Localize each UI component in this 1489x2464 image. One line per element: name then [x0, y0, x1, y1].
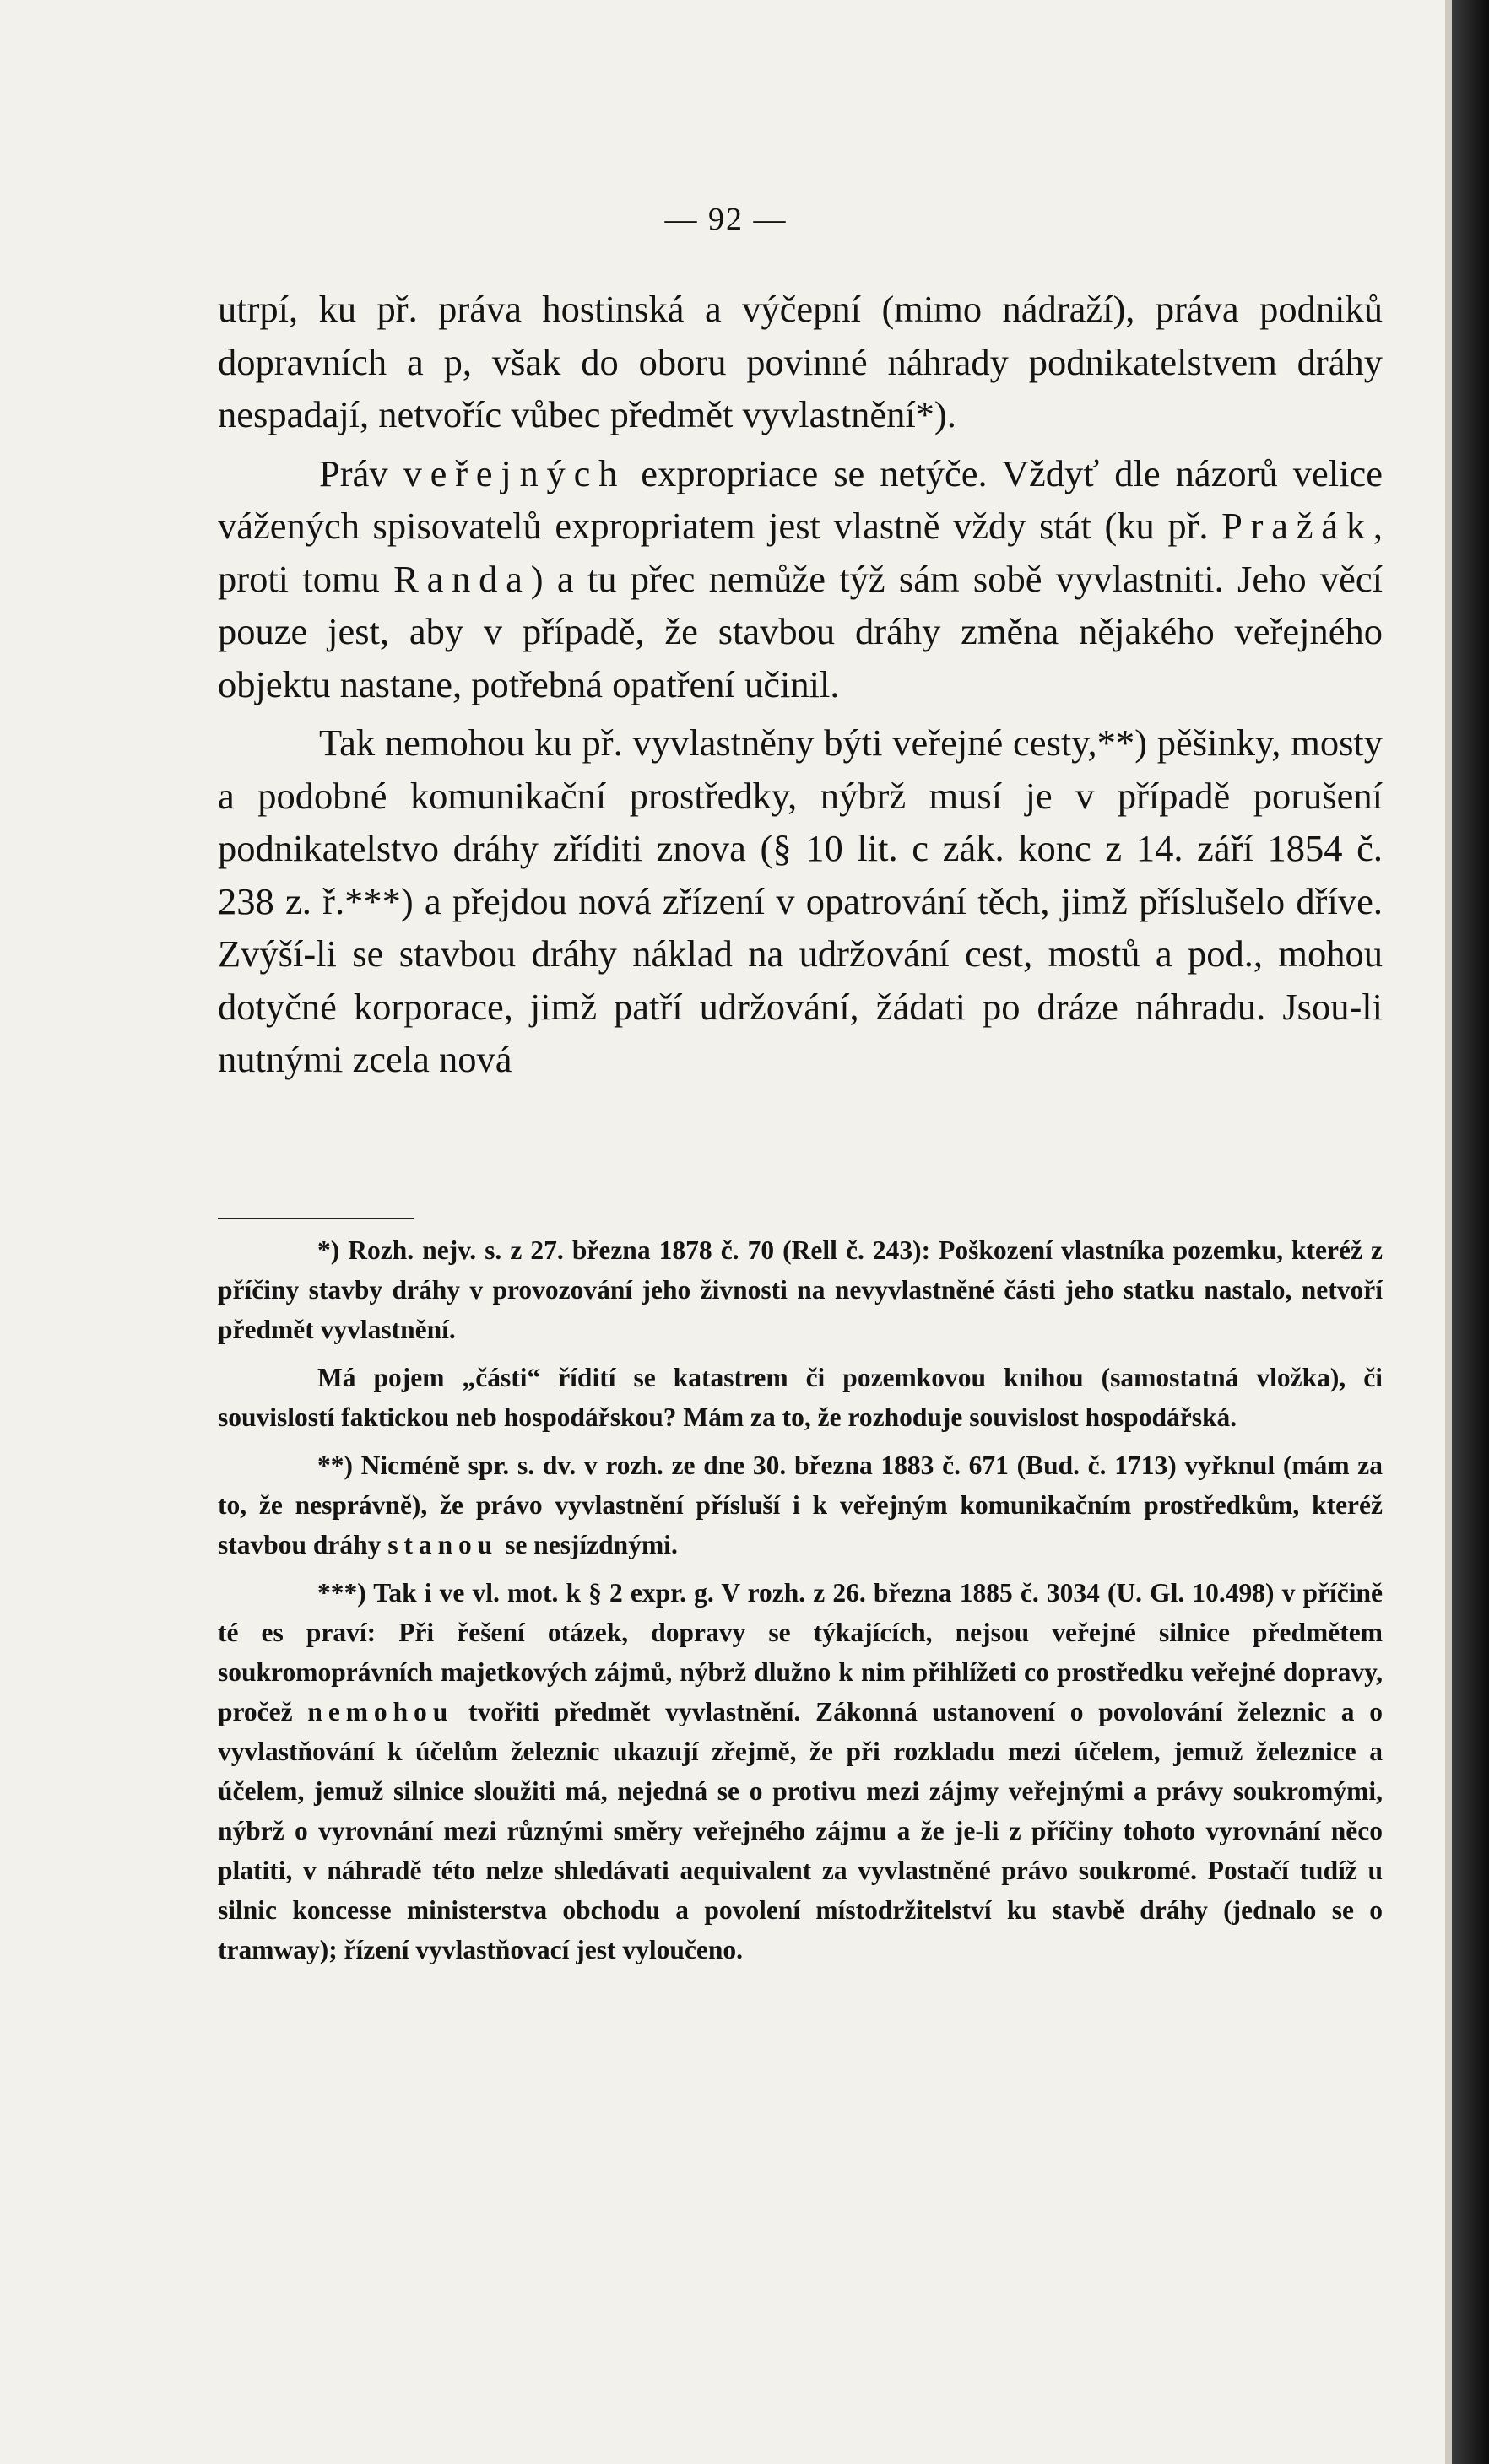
paragraph-3: Tak nemohou ku př. vyvlastněny býti veřejné cesty,**) pěšinky, mosty a podobné komunikační prostředky, nýbrž musí je v případě porušení podnikatelstvo dráhy zříditi znova (§ 10 lit. c zák. konc z 14. září 1854 č. 238 z. ř.***) a přejdou nová zřízení v opatrování těch, jimž příslušelo dříve. Zvýší-li se stavbou dráhy náklad na udržování cest, mostů a pod., mohou dotyčné korporace, jimž patří udržování, žádati po dráze náhradu. Jsou-li nutnými zcela nová	[218, 721, 1383, 1080]
page-number: — 92 —	[664, 202, 788, 237]
text-run: ) a tu přec nemůže týž sám sobě vyvlastniti. Jeho věcí pouze jest, aby v případě, že stavbou dráhy změna nějakého veřejného objektu nastane, potřebná opatření učinil.	[218, 557, 1383, 705]
main-text	[218, 283, 1383, 1086]
text-run: **) Nicméně spr. s. dv. v rozh. ze dne 30. března 1883 č. 671 (Bud. č. 1713) vyřknul (mám za to, že nesprávně), že právo vyvlastnění přísluší i k veřejným komunikačním prostředkům, kteréž stavbou dráhy	[218, 1451, 1383, 1559]
footnote-1-continuation: Má pojem „části“ řídití se katastrem či pozemkovou knihou (samostatná vložka), či souvislostí faktickou neb hospodářskou? Mám za to, že rozhoduje souvislost hospodářská.	[218, 1363, 1383, 1432]
spaced-name-prazak: Pražák	[1221, 505, 1373, 547]
spaced-emphasis: nemohou	[307, 1697, 454, 1726]
paragraph-2	[218, 447, 1383, 711]
footnotes	[218, 1230, 1383, 1978]
text-run: se nesjízdnými.	[498, 1530, 678, 1559]
footnote-3	[218, 1573, 1383, 1970]
text-run: Práv	[319, 451, 403, 494]
footnote-1: *) Rozh. nejv. s. z 27. března 1878 č. 70 (Rell č. 243): Poškození vlastníka pozemku, kteréž z příčiny stavby dráhy v provozování jeho živnosti na nevyvlastněné části jeho statku nastalo, netvoří předmět vyvlastnění.	[218, 1235, 1383, 1344]
text-run: ***) Tak i ve vl. mot. k § 2 expr. g. V rozh. z 26. března 1885 č. 3034 (U. Gl. 10.498) v příčině té es praví: Při řešení otázek, dopravy se týkajících, nejsou veřejné silnice předmětem soukromoprávních majetkových zájmů, nýbrž dlužno k nim přihlížeti co prostředku veřejné dopravy, pročež	[218, 1578, 1383, 1726]
text-run: , proti tomu	[218, 505, 1383, 600]
paragraph-1: utrpí, ku př. práva hostinská a výčepní (mimo nádraží), práva podniků dopravních a p, však do oboru povinné náhrady podnikatelstvem dráhy nespadají, netvoříc vůbec předmět vyvlastnění*).	[218, 288, 1383, 435]
spaced-emphasis: veřejných	[403, 451, 626, 494]
text-run: expropriace se netýče. Vždyť dle názorů velice vážených spisovatelů expropriatem jest vlastně vždy stát (ku př.	[218, 451, 1383, 547]
page-edge-shadow	[1452, 0, 1489, 2464]
spaced-name-randa: Randa	[393, 557, 531, 600]
spaced-emphasis: stanou	[387, 1530, 499, 1559]
footnote-2	[218, 1445, 1383, 1564]
footnote-rule	[218, 1218, 414, 1219]
text-run: tvořiti předmět vyvlastnění. Zákonná ustanovení o povolování železnic a o vyvlastňování k účelům železnic ukazují zřejmě, že při rozkladu mezi účelem, jemuž železnice a účelem, jemuž silnice sloužiti má, nejedná se o protivu mezi zájmy veřejnými a právy soukromými, nýbrž o vyrovnání mezi různými směry veřejného zájmu a že je-li z příčiny tohoto vyrovnání něco platiti, v náhradě této nelze shledávati aequivalent za vyvlastněné právo soukromé. Postačí tudíž u silnic koncesse ministerstva obchodu a povolení místodržitelství ku stavbě dráhy (jednalo se o tramway); řízení vyvlastňovací jest vyloučeno.	[218, 1697, 1383, 1964]
